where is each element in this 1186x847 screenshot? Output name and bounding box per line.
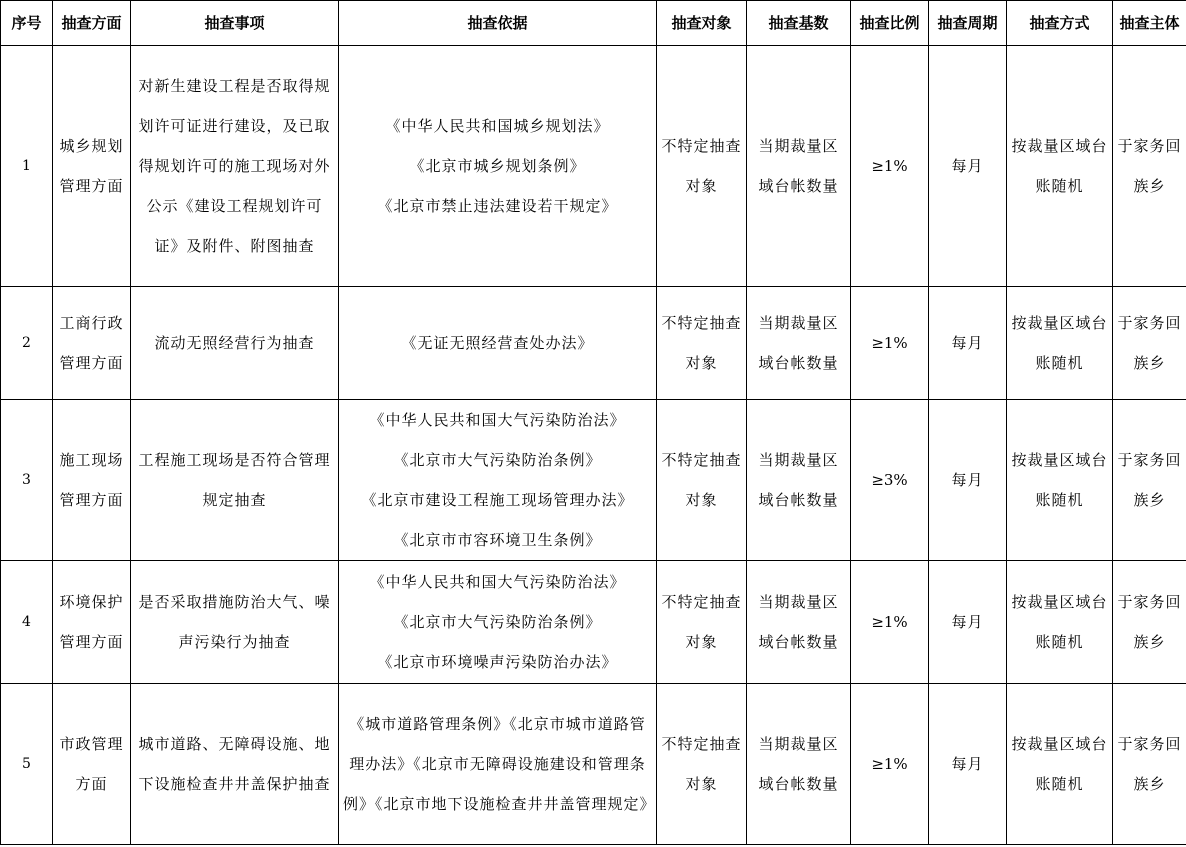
cell-object: 不特定抽查对象 bbox=[657, 684, 747, 845]
cell-method: 按裁量区域台账随机 bbox=[1007, 684, 1113, 845]
header-ratio: 抽查比例 bbox=[851, 1, 929, 46]
cell-ratio: ≥1% bbox=[851, 46, 929, 287]
cell-cycle: 每月 bbox=[929, 287, 1007, 400]
cell-item: 城市道路、无障碍设施、地下设施检查井井盖保护抽查 bbox=[131, 684, 339, 845]
table-row bbox=[1, 287, 1186, 400]
cell-base: 当期裁量区域台帐数量 bbox=[747, 46, 851, 287]
table-row bbox=[1, 400, 1186, 561]
cell-basis bbox=[339, 561, 657, 684]
cell-seq: 1 bbox=[1, 46, 53, 287]
cell-basis bbox=[339, 46, 657, 287]
cell-ratio: ≥1% bbox=[851, 287, 929, 400]
cell-subject: 于家务回族乡 bbox=[1113, 46, 1186, 287]
cell-base: 当期裁量区域台帐数量 bbox=[747, 400, 851, 561]
header-subject: 抽查主体 bbox=[1113, 1, 1186, 46]
header-method: 抽查方式 bbox=[1007, 1, 1113, 46]
basis-line: 《北京市大气污染防治条例》 bbox=[393, 613, 602, 631]
cell-ratio: ≥1% bbox=[851, 684, 929, 845]
cell-seq: 2 bbox=[1, 287, 53, 400]
basis-line: 《中华人民共和国城乡规划法》 bbox=[385, 117, 610, 135]
cell-ratio: ≥3% bbox=[851, 400, 929, 561]
cell-subject: 于家务回族乡 bbox=[1113, 400, 1186, 561]
cell-method: 按裁量区域台账随机 bbox=[1007, 46, 1113, 287]
cell-object: 不特定抽查对象 bbox=[657, 400, 747, 561]
basis-line: 《北京市环境噪声污染防治办法》 bbox=[377, 653, 618, 671]
cell-cycle: 每月 bbox=[929, 561, 1007, 684]
cell-aspect: 环境保护管理方面 bbox=[53, 561, 131, 684]
cell-ratio: ≥1% bbox=[851, 561, 929, 684]
cell-object: 不特定抽查对象 bbox=[657, 287, 747, 400]
table-row bbox=[1, 46, 1186, 287]
basis-line: 《北京市建设工程施工现场管理办法》 bbox=[361, 491, 634, 509]
table-row bbox=[1, 684, 1186, 845]
basis-line: 《无证无照经营查处办法》 bbox=[401, 334, 594, 352]
cell-base: 当期裁量区域台帐数量 bbox=[747, 684, 851, 845]
cell-aspect: 工商行政管理方面 bbox=[53, 287, 131, 400]
header-basis: 抽查依据 bbox=[339, 1, 657, 46]
table-row bbox=[1, 561, 1186, 684]
cell-method: 按裁量区域台账随机 bbox=[1007, 287, 1113, 400]
cell-cycle: 每月 bbox=[929, 400, 1007, 561]
cell-subject: 于家务回族乡 bbox=[1113, 287, 1186, 400]
cell-item: 流动无照经营行为抽查 bbox=[131, 287, 339, 400]
cell-item: 工程施工现场是否符合管理规定抽查 bbox=[131, 400, 339, 561]
basis-line: 《城市道路管理条例》《北京市城市道路管理办法》《北京市无障碍设施建设和管理条例》《北京市地下设施检查井井盖管理规定》 bbox=[343, 715, 656, 813]
cell-basis bbox=[339, 287, 657, 400]
basis-line: 《北京市禁止违法建设若干规定》 bbox=[377, 197, 618, 215]
cell-basis bbox=[339, 400, 657, 561]
cell-object: 不特定抽查对象 bbox=[657, 46, 747, 287]
cell-aspect: 市政管理方面 bbox=[53, 684, 131, 845]
basis-line: 《北京市大气污染防治条例》 bbox=[393, 451, 602, 469]
cell-aspect: 施工现场管理方面 bbox=[53, 400, 131, 561]
header-base: 抽查基数 bbox=[747, 1, 851, 46]
cell-cycle: 每月 bbox=[929, 46, 1007, 287]
basis-line: 《中华人民共和国大气污染防治法》 bbox=[369, 573, 626, 591]
cell-method: 按裁量区域台账随机 bbox=[1007, 400, 1113, 561]
cell-base: 当期裁量区域台帐数量 bbox=[747, 287, 851, 400]
cell-seq: 5 bbox=[1, 684, 53, 845]
header-cycle: 抽查周期 bbox=[929, 1, 1007, 46]
header-row bbox=[1, 1, 1186, 46]
cell-item: 对新生建设工程是否取得规划许可证进行建设，及已取得规划许可的施工现场对外公示《建设工程规划许可证》及附件、附图抽查 bbox=[131, 46, 339, 287]
cell-method: 按裁量区域台账随机 bbox=[1007, 561, 1113, 684]
header-object: 抽查对象 bbox=[657, 1, 747, 46]
basis-line: 《北京市城乡规划条例》 bbox=[409, 157, 586, 175]
basis-line: 《北京市市容环境卫生条例》 bbox=[393, 531, 602, 549]
cell-basis bbox=[339, 684, 657, 845]
header-seq: 序号 bbox=[1, 1, 53, 46]
cell-subject: 于家务回族乡 bbox=[1113, 684, 1186, 845]
cell-item: 是否采取措施防治大气、噪声污染行为抽查 bbox=[131, 561, 339, 684]
header-item: 抽查事项 bbox=[131, 1, 339, 46]
cell-cycle: 每月 bbox=[929, 684, 1007, 845]
cell-subject: 于家务回族乡 bbox=[1113, 561, 1186, 684]
cell-seq: 3 bbox=[1, 400, 53, 561]
header-aspect: 抽查方面 bbox=[53, 1, 131, 46]
cell-object: 不特定抽查对象 bbox=[657, 561, 747, 684]
cell-aspect: 城乡规划管理方面 bbox=[53, 46, 131, 287]
basis-line: 《中华人民共和国大气污染防治法》 bbox=[369, 411, 626, 429]
cell-seq: 4 bbox=[1, 561, 53, 684]
cell-base: 当期裁量区域台帐数量 bbox=[747, 561, 851, 684]
